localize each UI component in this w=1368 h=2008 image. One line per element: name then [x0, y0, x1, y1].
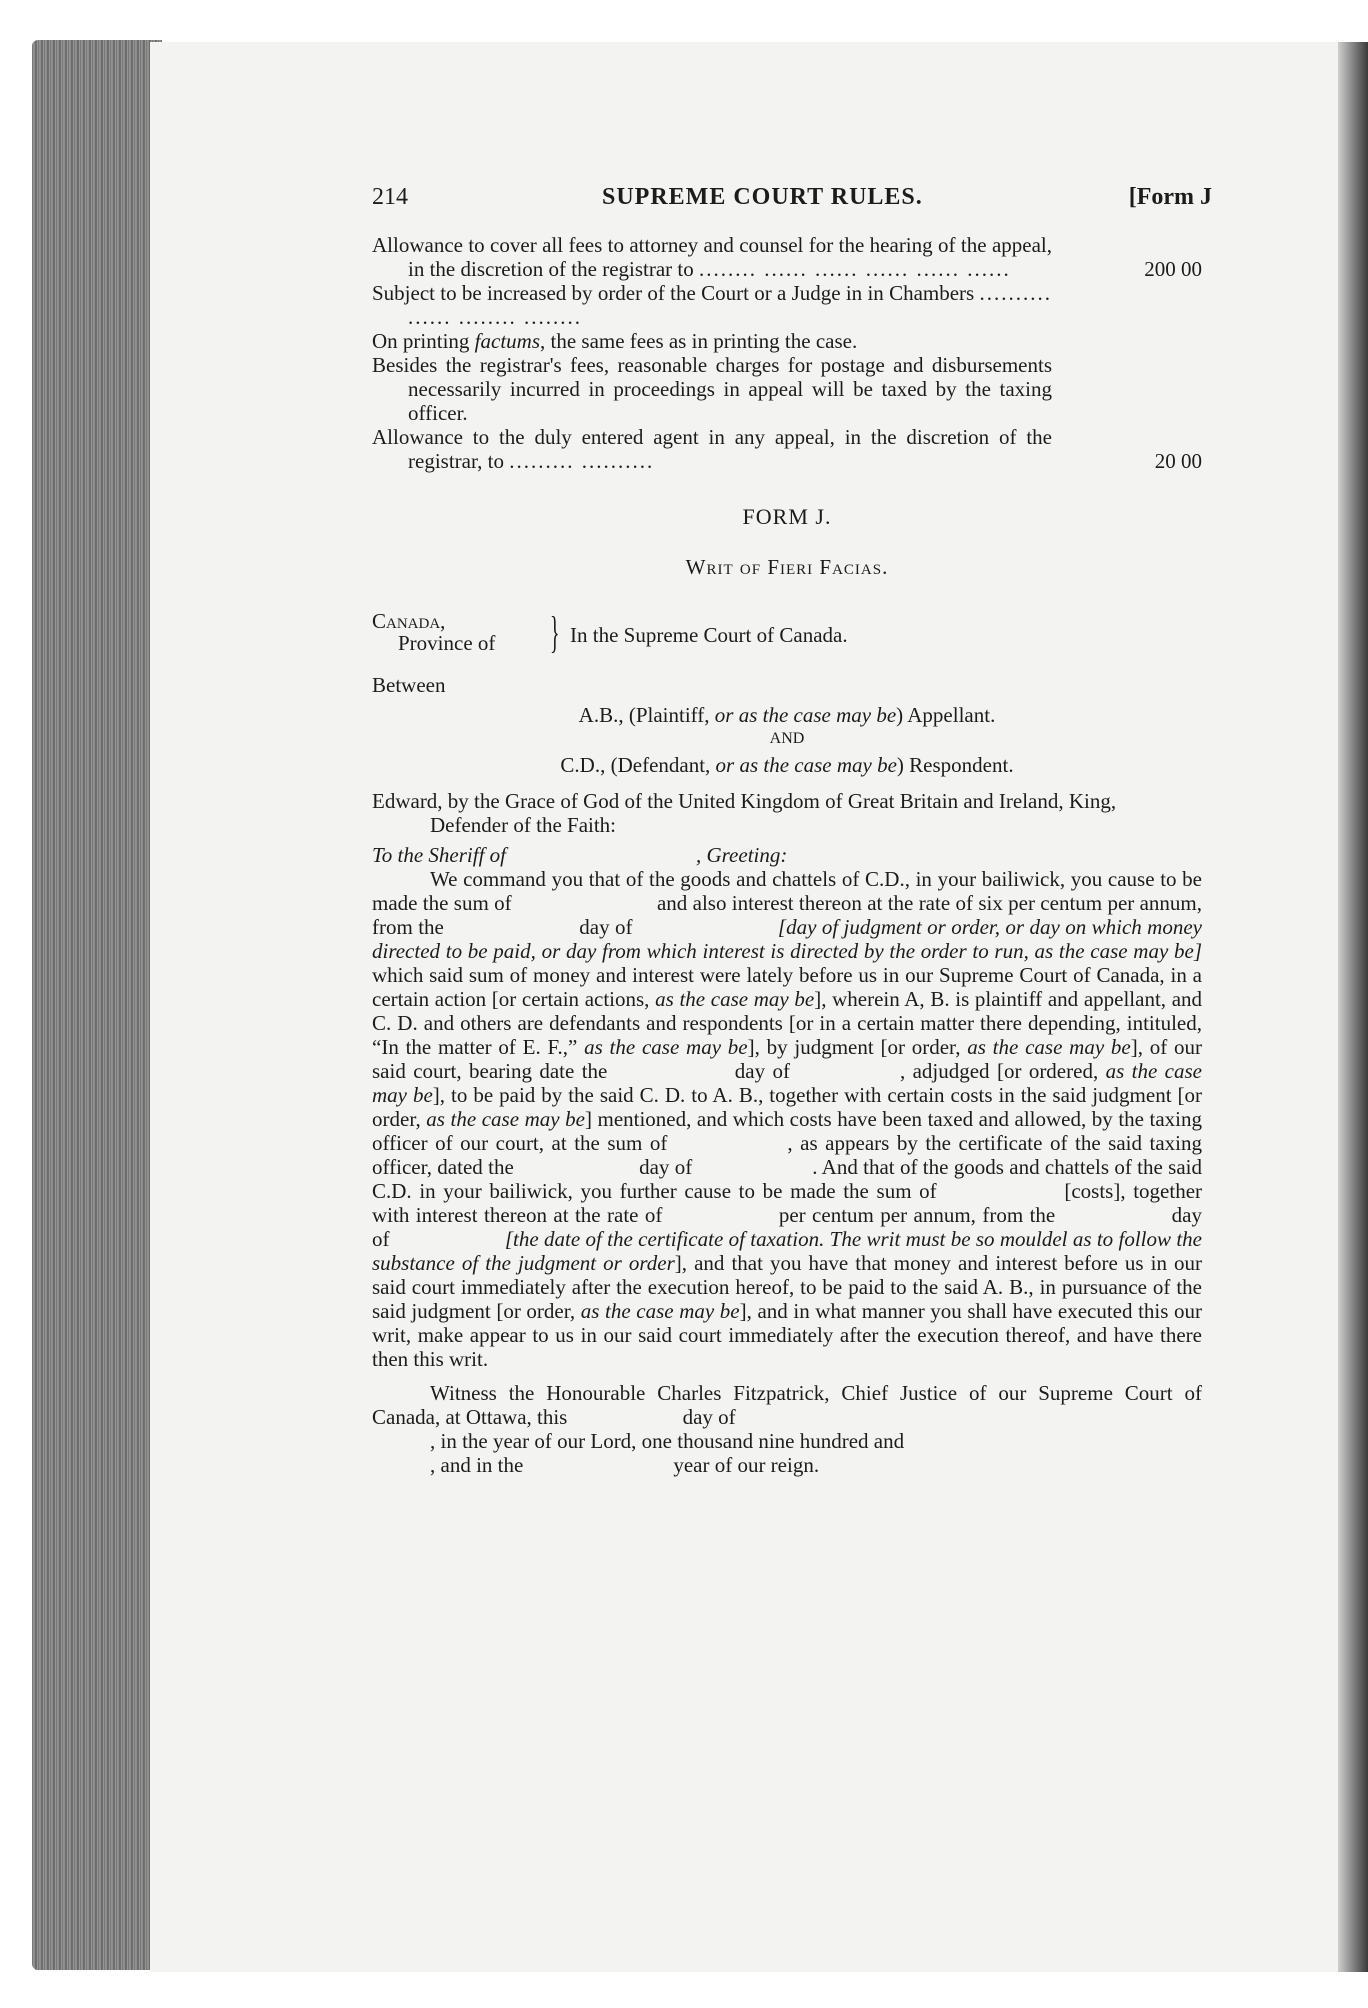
fee-factums: [372, 329, 1202, 353]
party-respondent: C.D., (Defendant, or as the case may be) Respondent.: [560, 753, 1014, 777]
book-page-edges: [32, 40, 162, 1970]
witness-year: , in the year of our Lord, one thousand nine hundred and: [430, 1429, 905, 1453]
fee-text: Allowance to the duly entered agent in any appeal, in the discretion of the registrar, to ......... ..........: [372, 425, 1052, 473]
page-number: 214: [372, 184, 408, 210]
fee-counsel: [372, 233, 1202, 281]
book-spine-shadow: [1338, 42, 1368, 1972]
page-content: [372, 184, 1212, 1477]
fee-text: Allowance to cover all fees to attorney and counsel for the hearing of the appeal, in the discretion of the registrar to ........ ...... ...... ...... ...... ......: [372, 233, 1052, 281]
writ-address: To the Sheriff of , Greeting:: [372, 843, 788, 867]
fee-text: Besides the registrar's fees, reasonable charges for postage and disbursements necessarily incurred in proceedings in appeal will be taxed by the taxing officer.: [372, 353, 1052, 425]
party-appellant: A.B., (Plaintiff, or as the case may be) Appellant.: [578, 703, 996, 727]
running-section: [Form J: [1128, 184, 1212, 210]
fee-text: Subject to be increased by order of the Court or a Judge in in Chambers .......... ...... ........ ........: [372, 281, 1053, 329]
witness-reign: , and in the year of our reign.: [430, 1453, 820, 1477]
fee-agent: [372, 425, 1202, 473]
fee-amount: 200 00: [1144, 257, 1202, 281]
fee-chambers: [372, 281, 1202, 329]
form-title: FORM J.: [742, 504, 832, 529]
caption-province: Province of: [398, 631, 496, 655]
party-and: AND: [769, 730, 805, 747]
writ-body: We command you that of the goods and chattels of C.D., in your bailiwick, you cause to be made the sum of and also interest thereon at the rate of six per centum per annum, from the day of [day of judgment or order, or day on which money directed to be paid, or day from which interest is directed by the order to run, as the case may be] which said sum of money and interest were lately before us in our Supreme Court of Canada, in a certain action [or certain actions, as the case may be], wherein A, B. is plaintiff and appellant, and C. D. and others are defendants and respondents [or in a certain matter there depending, intituled, “In the matter of E. F.,” as the case may be], by judgment [or order, as the case may be], of our said court, bearing date the day of , adjudged [or ordered, as the case may be], to be paid by the said C. D. to A. B., together with certain costs in the said judgment [or order, as the case may be] mentioned, and which costs have been taxed and allowed, by the taxing officer of our court, at the sum of , as appears by the certificate of the said taxing officer, dated the day of . And that of the goods and chattels of the said C.D. in your bailiwick, you further cause to be made the sum of [costs], together with interest thereon at the rate of per centum per annum, from the day of [the date of the certificate of taxation. The writ must be so mouldel as to follow the substance of the judgment or order], and that you have that money and interest before us in our said court immediately after the execution hereof, to be paid to the said A. B., in pursuance of the said judgment [or order, as the case may be], and in what manner you shall have executed this our writ, make appear to us in our said court immediately after the execution thereof, and have there then this writ.: [372, 867, 1203, 1371]
caption-brace: }: [550, 608, 560, 657]
writ-opening: Edward, by the Grace of God of the United Kingdom of Great Britain and Ireland, King,: [372, 789, 1117, 813]
writ-defender: Defender of the Faith:: [430, 813, 617, 837]
fee-amount: 20 00: [1154, 449, 1202, 473]
running-header: [372, 184, 1212, 221]
caption-canada: Canada,: [372, 609, 446, 633]
fee-text: On printing factums, the same fees as in printing the case.: [372, 329, 858, 353]
fee-registrar: [372, 353, 1202, 425]
witness-clause: Witness the Honourable Charles Fitzpatrick, Chief Justice of our Supreme Court of Canada, at Ottawa, this day of: [372, 1381, 1202, 1429]
running-title: SUPREME COURT RULES.: [602, 184, 923, 210]
between-label: Between: [372, 673, 446, 697]
venue-caption: [372, 609, 1202, 659]
caption-court: In the Supreme Court of Canada.: [570, 623, 848, 647]
writ-title: Writ of Fieri Facias.: [685, 555, 889, 579]
